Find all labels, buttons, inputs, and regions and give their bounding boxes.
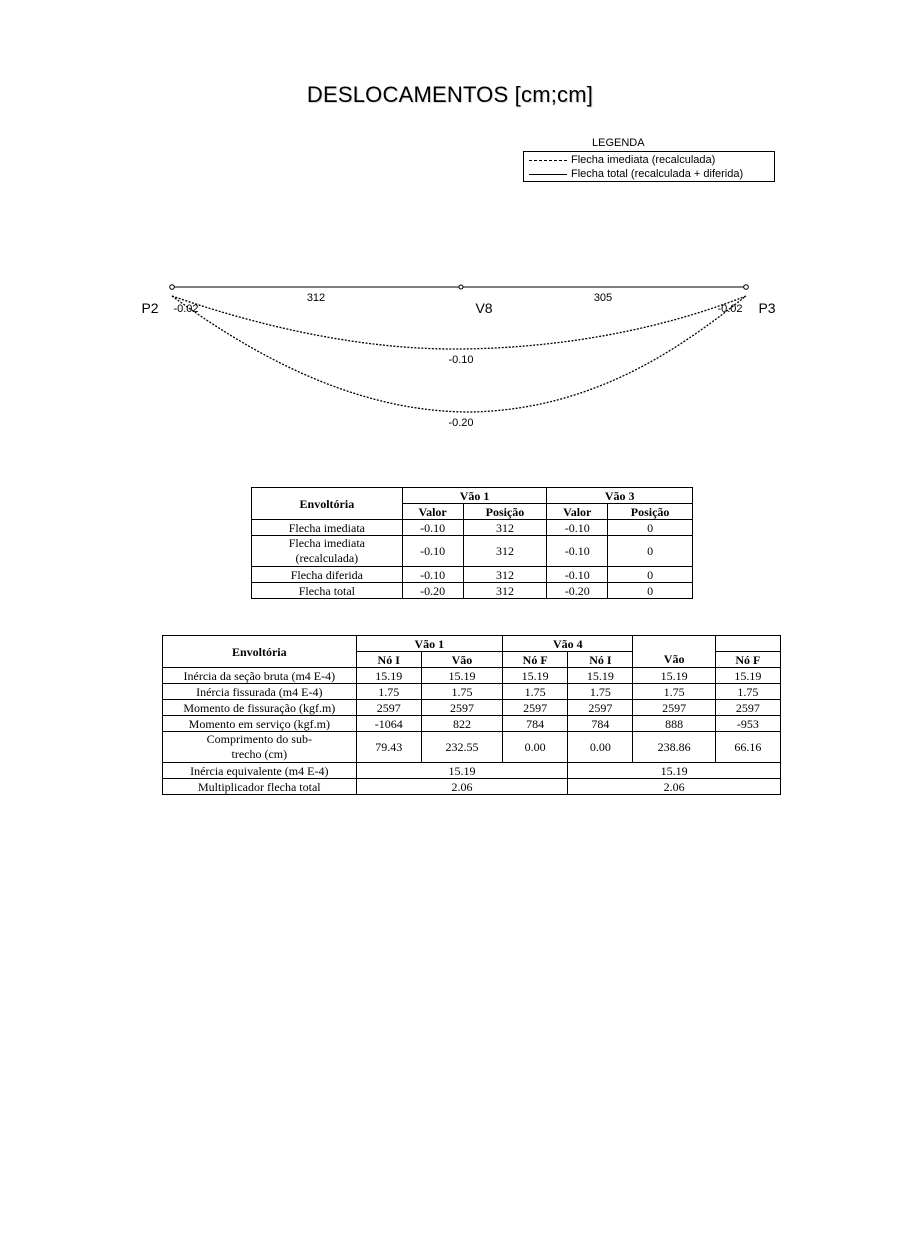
table-empty-header <box>715 636 780 652</box>
table-row <box>163 732 781 763</box>
table-row <box>163 668 781 684</box>
table-cell: 312 <box>463 520 547 536</box>
table-cell: 66.16 <box>715 732 780 763</box>
table-cell: 232.55 <box>421 732 502 763</box>
row-label-text: Flecha imediata (recalculada) <box>288 536 366 565</box>
table-group-header: Vão 1 <box>356 636 502 652</box>
table-row <box>163 716 781 732</box>
table-cell: 0 <box>608 536 693 567</box>
table-cell: 2597 <box>568 700 633 716</box>
right-support-label: P3 <box>758 300 776 316</box>
table-cell: 784 <box>503 716 568 732</box>
mid-immediate-label: -0.10 <box>448 354 474 366</box>
table-subheader: Posição <box>463 504 547 520</box>
row-label: Inércia equivalente (m4 E-4) <box>163 763 357 779</box>
table-cell: 0 <box>608 520 693 536</box>
table-cell: -1064 <box>356 716 421 732</box>
table-merged-cell: 2.06 <box>356 779 568 795</box>
table-cell: 15.19 <box>503 668 568 684</box>
table-cell: 312 <box>463 536 547 567</box>
table-cell: 2597 <box>503 700 568 716</box>
table-cell: 238.86 <box>633 732 715 763</box>
inertia-table <box>162 635 781 795</box>
table-cell: 0 <box>608 583 693 599</box>
table-subheader: Nó I <box>356 652 421 668</box>
middle-node <box>459 285 463 289</box>
table-cell: 0.00 <box>503 732 568 763</box>
table-cell: 888 <box>633 716 715 732</box>
table-header-row <box>252 488 693 504</box>
right-node <box>744 285 749 290</box>
table-empty-header <box>633 636 715 652</box>
table-row <box>163 700 781 716</box>
table-merged-cell: 15.19 <box>356 763 568 779</box>
row-label: Flecha total <box>252 583 403 599</box>
table-cell: 312 <box>463 583 547 599</box>
immediate-deflection-curve <box>172 296 746 349</box>
table-cell: -953 <box>715 716 780 732</box>
row-label: Inércia da seção bruta (m4 E-4) <box>163 668 357 684</box>
table-row <box>163 763 781 779</box>
row-label: Momento de fissuração (kgf.m) <box>163 700 357 716</box>
table-cell: -0.20 <box>402 583 463 599</box>
row-label: Inércia fissurada (m4 E-4) <box>163 684 357 700</box>
legend-title: LEGENDA <box>592 137 645 149</box>
table-subheader: Posição <box>608 504 693 520</box>
row-label <box>252 536 403 567</box>
table-subheader: Vão <box>633 652 715 668</box>
table-subheader: Nó F <box>503 652 568 668</box>
table-group-header: Vão 1 <box>402 488 547 504</box>
page-title: DESLOCAMENTOS [cm;cm] <box>306 82 594 107</box>
table-row <box>252 536 693 567</box>
table-subheader: Nó F <box>715 652 780 668</box>
table-cell: -0.10 <box>547 536 608 567</box>
table-cell: -0.10 <box>402 520 463 536</box>
table-cell: 2597 <box>633 700 715 716</box>
table-subheader: Valor <box>547 504 608 520</box>
table-cell: 15.19 <box>421 668 502 684</box>
table-cell: 1.75 <box>421 684 502 700</box>
table-merged-cell: 15.19 <box>568 763 781 779</box>
beam-name-label: V8 <box>475 300 493 316</box>
table-cell: 0.00 <box>568 732 633 763</box>
deflection-envelope-table <box>251 487 693 599</box>
left-deflection-label: -0.02 <box>173 303 199 315</box>
table-row <box>252 520 693 536</box>
table-cell: 2597 <box>421 700 502 716</box>
table-cell: -0.10 <box>402 567 463 583</box>
table-cell: 79.43 <box>356 732 421 763</box>
table-cell: 2597 <box>356 700 421 716</box>
table-group-header: Vão 4 <box>503 636 633 652</box>
table-cell: 784 <box>568 716 633 732</box>
table-cell: 15.19 <box>568 668 633 684</box>
table-cell: 1.75 <box>356 684 421 700</box>
legend-label-total: Flecha total (recalculada + diferida) <box>571 167 744 180</box>
table-cell: 0 <box>608 567 693 583</box>
mid-total-label: -0.20 <box>448 417 474 429</box>
table-header-envoltoria: Envoltória <box>163 636 357 668</box>
table-cell: 1.75 <box>568 684 633 700</box>
deflection-diagram <box>0 0 900 470</box>
table-cell: 822 <box>421 716 502 732</box>
table-row <box>163 779 781 795</box>
table-merged-cell: 2.06 <box>568 779 781 795</box>
row-label: Flecha diferida <box>252 567 403 583</box>
span2-length-label: 305 <box>593 292 613 304</box>
row-label: Multiplicador flecha total <box>163 779 357 795</box>
table-cell: -0.10 <box>547 567 608 583</box>
table-header-envoltoria: Envoltória <box>252 488 403 520</box>
row-label <box>163 732 357 763</box>
table-cell: 1.75 <box>715 684 780 700</box>
table-cell: 15.19 <box>715 668 780 684</box>
table-cell: -0.20 <box>547 583 608 599</box>
table-cell: 15.19 <box>356 668 421 684</box>
table-row <box>252 567 693 583</box>
span1-length-label: 312 <box>306 292 326 304</box>
row-label: Momento em serviço (kgf.m) <box>163 716 357 732</box>
table-cell: 15.19 <box>633 668 715 684</box>
table-cell: 1.75 <box>633 684 715 700</box>
table-subheader: Nó I <box>568 652 633 668</box>
table-subheader: Valor <box>402 504 463 520</box>
table-group-header: Vão 3 <box>547 488 693 504</box>
table-cell: -0.10 <box>402 536 463 567</box>
table-row <box>163 684 781 700</box>
right-deflection-label: -0.02 <box>717 303 743 315</box>
table-cell: 2597 <box>715 700 780 716</box>
table-subheader: Vão <box>421 652 502 668</box>
table-cell: 312 <box>463 567 547 583</box>
left-support-label: P2 <box>141 300 159 316</box>
table-cell: 1.75 <box>503 684 568 700</box>
row-label: Flecha imediata <box>252 520 403 536</box>
row-label-text: Comprimento do sub-trecho (cm) <box>206 732 312 761</box>
legend-label-immediate: Flecha imediata (recalculada) <box>571 153 716 166</box>
table-row <box>252 583 693 599</box>
table-header-row <box>163 636 781 652</box>
left-node <box>170 285 175 290</box>
table-cell: -0.10 <box>547 520 608 536</box>
